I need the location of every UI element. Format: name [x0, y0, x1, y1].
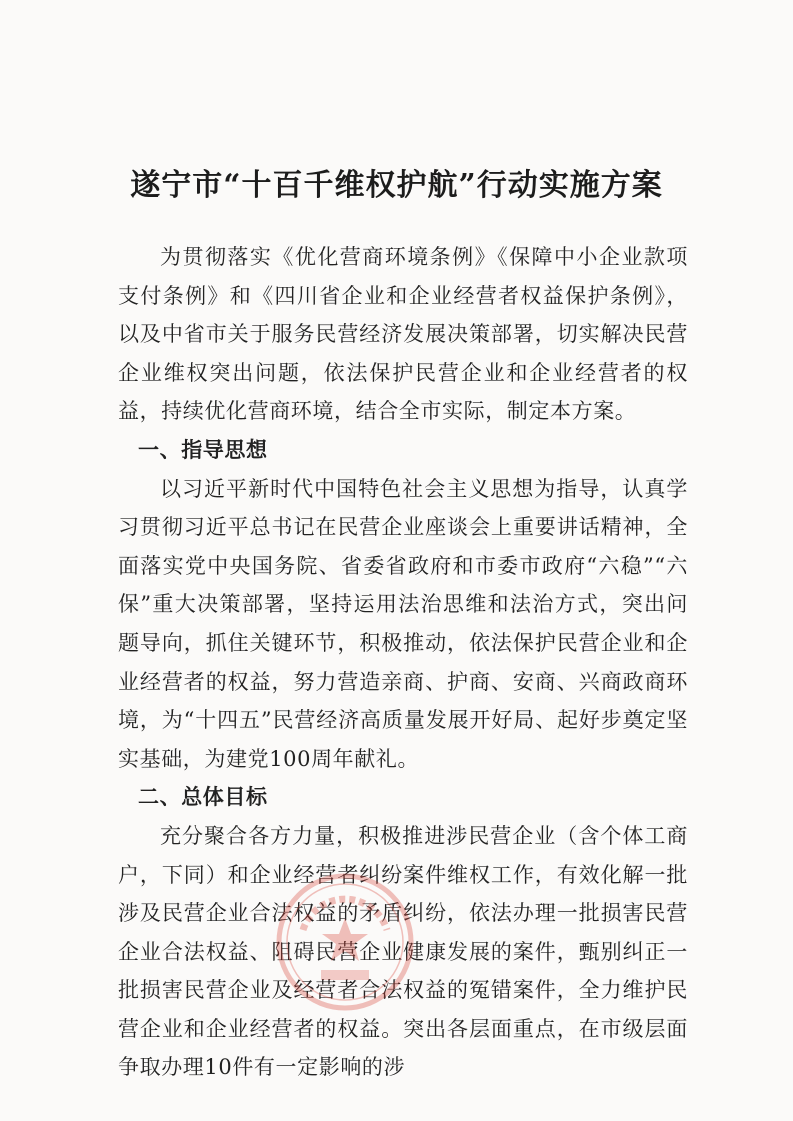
section-body-guiding-ideology: 以习近平新时代中国特色社会主义思想为指导，认真学习贯彻习近平总书记在民营企业座谈会上重要讲话精神，全面落实党中央国务院、省委省政府和市委市政府“六稳”“六保”重大决策部署，坚持运用法治思维和法治方式，突出问题导向，抓住关键环节，积极推动，依法保护民营企业和企业经营者的权益，努力营造亲商、护商、安商、兴商政商环境，为“十四五”民营经济高质量发展开好局、起好步奠定坚实基础，为建党100周年献礼。	[118, 476, 688, 771]
section-heading-overall-goal: 二、总体目标	[138, 785, 268, 810]
official-seal-stamp	[273, 870, 417, 1014]
document-title: 遂宁市“十百千维权护航”行动实施方案	[130, 168, 663, 203]
section-body-overall-goal: 充分聚合各方力量，积极推进涉民营企业（含个体工商户，下同）和企业经营者纠纷案件维权工作，有效化解一批涉及民营企业合法权益的矛盾纠纷，依法办理一批损害民营企业合法权益、阻碍民营企业健康发展的案件，甄别纠正一批损害民营企业及经营者合法权益的冤错案件，全力维护民营企业和企业经营者的权益。突出各层面重点，在市级层面争取办理10件有一定影响的涉	[118, 823, 688, 1080]
section-heading-guiding-ideology: 一、指导思想	[138, 437, 268, 462]
intro-paragraph: 为贯彻落实《优化营商环境条例》《保障中小企业款项支付条例》和《四川省企业和企业经营者权益保护条例》，以及中省市关于服务民营经济发展决策部署，切实解决民营企业维权突出问题，依法保护民营企业和企业经营者的权益，持续优化营商环境，结合全市实际，制定本方案。	[118, 245, 688, 424]
